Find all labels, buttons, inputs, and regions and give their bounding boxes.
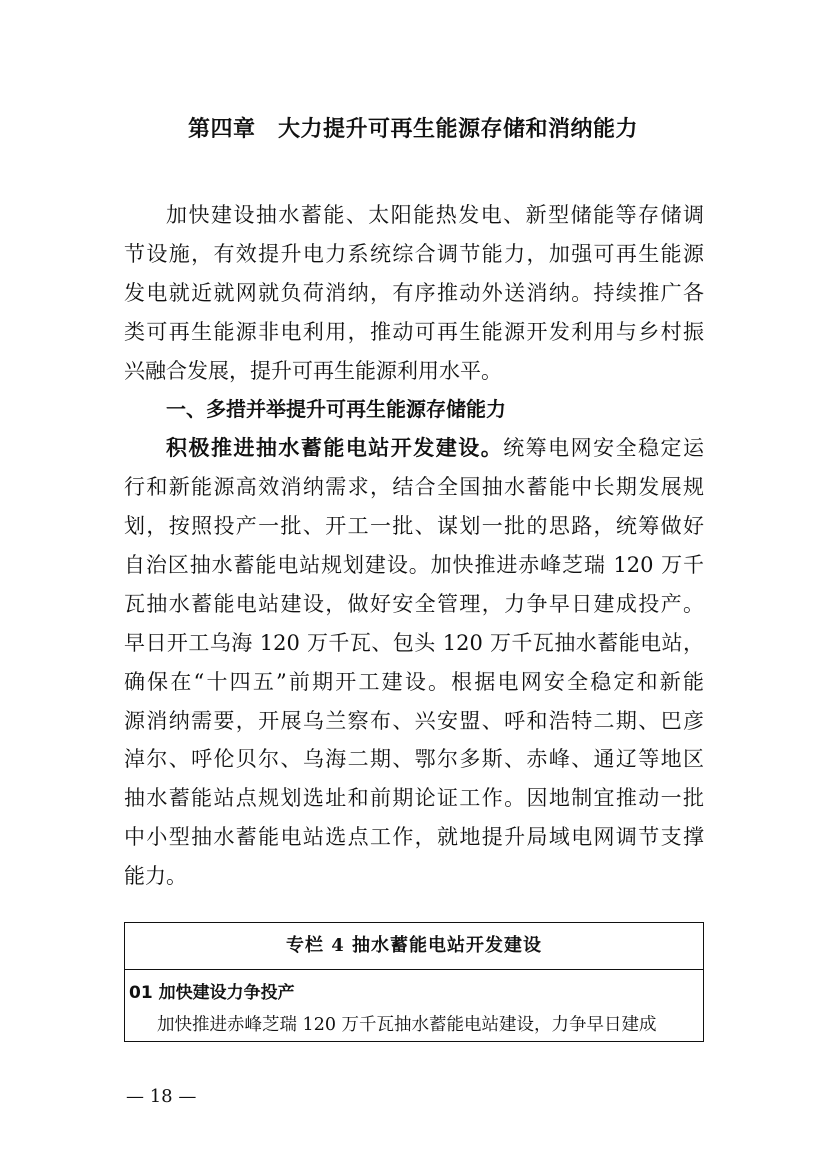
section-heading: 一、多措并举提升可再生能源存储能力	[166, 397, 506, 422]
text-line: 发电就近就网就负荷消纳，有序推动外送消纳。持续推广各	[124, 280, 704, 305]
text-line: 早日开工乌海 120 万千瓦、包头 120 万千瓦抽水蓄能电站，	[124, 630, 704, 655]
body-text	[124, 196, 704, 896]
text-line: 中小型抽水蓄能电站选点工作，就地提升局域电网调节支撑	[124, 825, 704, 850]
text-line: 确保在“十四五”前期开工建设。根据电网安全稳定和新能	[124, 669, 704, 694]
text-line: 瓦抽水蓄能电站建设，做好安全管理，力争早日建成投产。	[124, 591, 704, 616]
text-line: 划，按照投产一批、开工一批、谋划一批的思路，统筹做好	[124, 514, 704, 539]
text-line	[124, 429, 704, 468]
feature-box	[124, 922, 704, 1042]
text-line: 加快建设抽水蓄能、太阳能热发电、新型储能等存储调	[166, 203, 704, 227]
text-line: 节设施，有效提升电力系统综合调节能力，加强可再生能源	[124, 241, 704, 266]
box-item-text: 加快推进赤峰芝瑞 120 万千瓦抽水蓄能电站建设，力争早日建成	[157, 1015, 657, 1035]
text-line: 淖尔、呼伦贝尔、乌海二期、鄂尔多斯、赤峰、通辽等地区	[124, 747, 704, 772]
text-line: 自治区抽水蓄能电站规划建设。加快推进赤峰芝瑞 120 万千	[124, 553, 704, 578]
text-line: 抽水蓄能站点规划选址和前期论证工作。因地制宜推动一批	[124, 786, 704, 811]
chapter-title: 第四章 大力提升可再生能源存储和消纳能力	[187, 117, 638, 142]
box-item-title: 01 加快建设力争投产	[129, 983, 295, 1003]
paragraph-lead: 积极推进抽水蓄能电站开发建设。	[166, 436, 504, 461]
text-line: 类可再生能源非电利用，推动可再生能源开发利用与乡村振	[124, 319, 704, 344]
text-line: 源消纳需要，开展乌兰察布、兴安盟、呼和浩特二期、巴彦	[124, 708, 704, 733]
box-title: 专栏 4 抽水蓄能电站开发建设	[125, 923, 703, 970]
text-line: 兴融合发展，提升可再生能源利用水平。	[124, 358, 502, 383]
text-line: 行和新能源高效消纳需求，结合全国抽水蓄能中长期发展规	[124, 475, 704, 500]
text-line: 能力。	[124, 864, 187, 889]
page-number: — 18 —	[126, 1086, 197, 1107]
paragraph-first-line: 统筹电网安全稳定运	[503, 436, 705, 461]
